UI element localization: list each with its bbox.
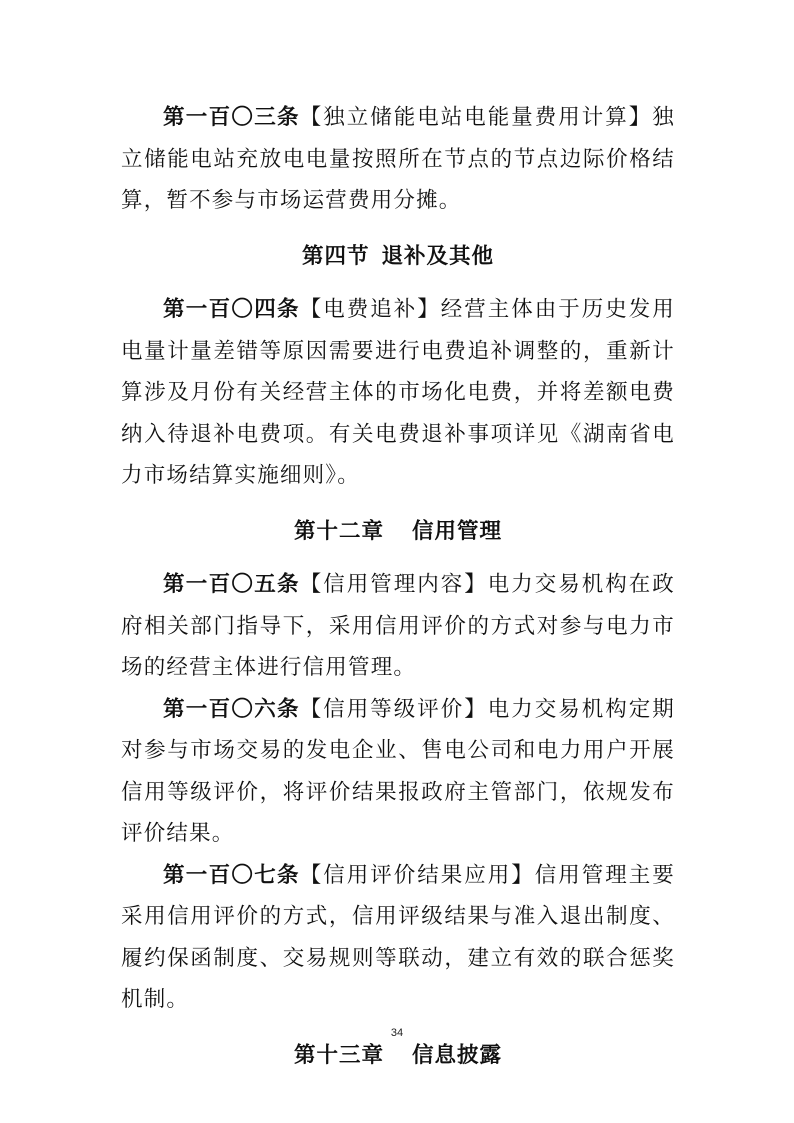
article-title: 【信用评价结果应用】 xyxy=(299,862,535,888)
article-107 xyxy=(121,855,675,1021)
article-title: 【电费追补】 xyxy=(299,297,441,322)
article-title: 【信用等级评价】 xyxy=(299,696,488,722)
article-title: 【信用管理内容】 xyxy=(299,572,488,597)
chapter-label: 第十三章 xyxy=(293,1042,384,1068)
article-text: 电力交易机构在政府相关部门指导下，采用信用评价的方式对参与电力市场的经营主体进行信用管理。 xyxy=(121,572,675,680)
chapter-title: 信息披露 xyxy=(412,1042,503,1068)
article-text: 电力交易机构定期对参与市场交易的发电企业、售电公司和电力用户开展信用等级评价，将评价结果报政府主管部门，依规发布评价结果。 xyxy=(121,696,675,846)
article-text: 独立储能电站充放电电量按照所在节点的节点边际价格结算，暂不参与市场运营费用分摊。 xyxy=(121,105,675,213)
section-heading xyxy=(121,236,675,278)
chapter-heading xyxy=(121,1035,675,1077)
article-106 xyxy=(121,689,675,855)
chapter-title: 信用管理 xyxy=(412,518,503,544)
page-number: 34 xyxy=(390,1027,404,1039)
article-number: 第一百〇四条 xyxy=(163,297,300,322)
chapter-heading xyxy=(121,511,675,553)
article-number: 第一百〇六条 xyxy=(163,696,300,722)
article-title: 【独立储能电站电能量费用计算】 xyxy=(299,105,653,130)
section-title: 退补及其他 xyxy=(381,243,495,269)
document-body xyxy=(121,97,675,1088)
article-103 xyxy=(121,97,675,222)
article-text: 信用管理主要采用信用评价的方式，信用评级结果与准入退出制度、履约保函制度、交易规则等联动，建立有效的联合惩奖机制。 xyxy=(121,862,675,1012)
article-number: 第一百〇三条 xyxy=(163,105,300,130)
article-number: 第一百〇七条 xyxy=(163,862,300,888)
section-label: 第四节 xyxy=(301,243,370,269)
article-105 xyxy=(121,564,675,689)
article-number: 第一百〇五条 xyxy=(163,572,300,597)
chapter-label: 第十二章 xyxy=(293,518,384,544)
article-104 xyxy=(121,289,675,497)
article-text: 经营主体由于历史发用电量计量差错等原因需要进行电费追补调整的，重新计算涉及月份有关经营主体的市场化电费，并将差额电费纳入待退补电费项。有关电费退补事项详见《湖南省电力市场结算实施细则》。 xyxy=(121,297,675,488)
